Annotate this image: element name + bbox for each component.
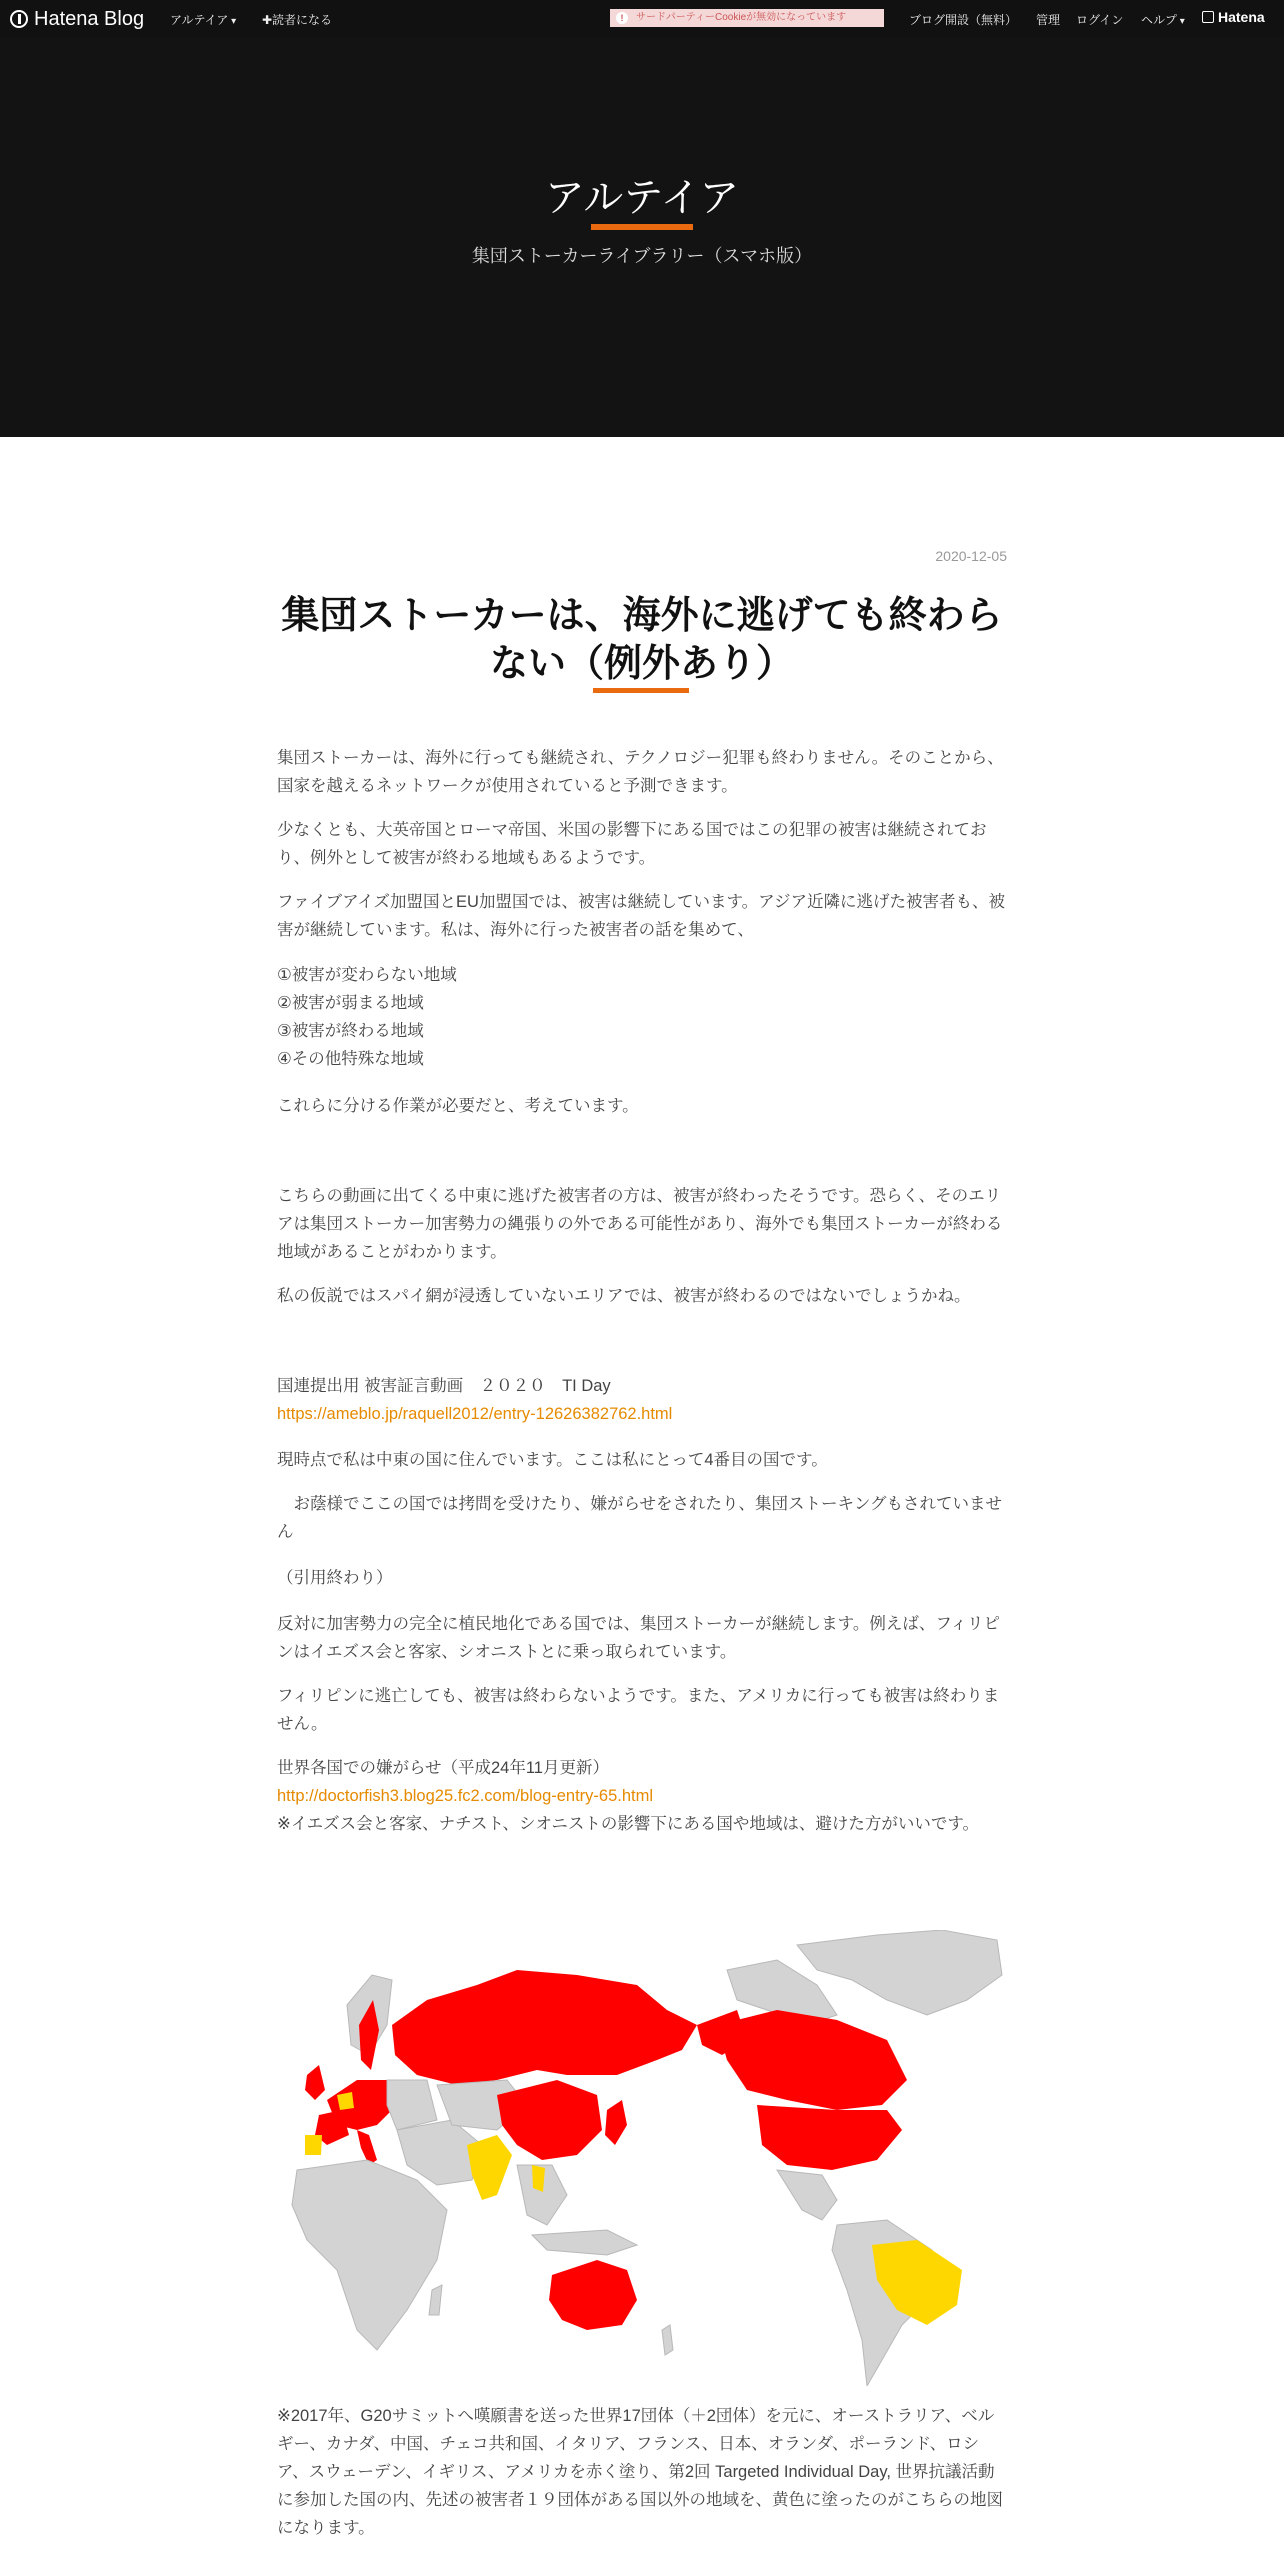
list-item: ②被害が弱まる地域 xyxy=(277,994,424,1012)
manage-link[interactable]: 管理 xyxy=(1036,13,1061,27)
hatena-menu[interactable] xyxy=(1202,9,1265,25)
subscribe-button[interactable]: ✚読者になる xyxy=(262,13,333,27)
uk-shape xyxy=(305,2065,325,2100)
login-link[interactable]: ログイン xyxy=(1076,13,1124,27)
india-shape xyxy=(467,2135,512,2200)
entry-date[interactable]: 2020-12-05 xyxy=(935,548,1007,564)
benelux-yellow-shape xyxy=(337,2092,354,2110)
spain-yellow-shape xyxy=(305,2135,322,2155)
paragraph-4: これらに分ける作業が必要だと、考えています。 xyxy=(277,1097,639,1115)
info-icon: ! xyxy=(616,12,628,24)
blog-create-link[interactable]: ブログ開設（無料） xyxy=(909,13,1018,27)
quote-paragraph-2: お蔭様でここの国では拷問を受けたり、嫌がらせをされたり、集団ストーキングもされていません xyxy=(277,1495,1003,1541)
entry-title-underline xyxy=(593,688,689,693)
paragraph-1: 集団ストーカーは、海外に行っても継続され、テクノロジー犯罪も終わりません。そのことから、国家を越えるネットワークが使用されていると予測できます。 xyxy=(277,749,1004,795)
list-item: ③被害が終わる地域 xyxy=(277,1022,424,1040)
russia-shape xyxy=(392,1970,697,2085)
mexico-shape xyxy=(777,2170,837,2220)
paragraph-14: ※イエズス会と客家、ナチスト、シオニストの影響下にある国や地域は、避けた方がいいです。 xyxy=(277,1815,980,1833)
paragraph-11: 反対に加害勢力の完全に植民地化である国では、集団ストーカーが継続します。例えば、フィリピンはイエズス会と客家、シオニストとに乗っ取られています。 xyxy=(277,1615,1001,1661)
hatena-logo-icon xyxy=(10,10,28,28)
ameblo-link[interactable]: https://ameblo.jp/raquell2012/entry-12626382762.html xyxy=(277,1405,673,1423)
blog-menu-dropdown[interactable]: アルテイア ▾ xyxy=(170,11,236,28)
entry-title[interactable]: 集団ストーカーは、海外に逃げても終わらない（例外あり） xyxy=(281,595,1003,685)
usa-shape xyxy=(757,2105,902,2170)
world-map-image xyxy=(277,1930,1007,2386)
australia-shape xyxy=(549,2260,637,2330)
blog-header xyxy=(0,38,1284,437)
video-caption: 国連提出用 被害証言動画 ２０２０ TI Day xyxy=(277,1377,611,1395)
hatena-blog-logo[interactable] xyxy=(10,6,144,32)
new-zealand-shape xyxy=(662,2325,673,2355)
eastern-europe-grey xyxy=(387,2080,437,2130)
quote-paragraph-1: 現時点で私は中東の国に住んでいます。ここは私にとって4番目の国です。 xyxy=(277,1451,828,1469)
list-item: ①被害が変わらない地域 xyxy=(277,966,457,984)
paragraph-6: 私の仮説ではスパイ網が浸透していないエリアでは、被害が終わるのではないでしょうかね。 xyxy=(277,1287,971,1305)
madagascar-shape xyxy=(429,2285,442,2315)
world-map-svg xyxy=(277,1930,1007,2386)
cookie-notice-text: サードパーティーCookieが無効になっています xyxy=(636,12,847,23)
paragraph-3: ファイブアイズ加盟国とEU加盟国では、被害は継続しています。アジア近隣に逃げた被害者も、被害が継続しています。私は、海外に行った被害者の話を集めて、 xyxy=(277,893,1005,939)
help-dropdown[interactable]: ヘルプ ▾ xyxy=(1141,11,1185,28)
indonesia-shape xyxy=(532,2230,637,2255)
china-shape xyxy=(497,2080,602,2160)
thailand-yellow-shape xyxy=(532,2165,545,2192)
hatena-blog-brand: Hatena Blog xyxy=(34,7,145,30)
paragraph-2: 少なくとも、大英帝国とローマ帝国、米国の影響下にある国ではこの犯罪の被害は継続されており、例外として被害が終わる地域もあるようです。 xyxy=(277,821,987,867)
list-item: ④その他特殊な地域 xyxy=(277,1050,424,1068)
paragraph-5: こちらの動画に出てくる中東に逃げた被害者の方は、被害が終わったそうです。恐らく、そのエリアは集団ストーカー加害勢力の縄張りの外である可能性があり、海外でも集団ストーカーが終わる地域があることがわかります。 xyxy=(277,1187,1003,1261)
cookie-notice[interactable] xyxy=(610,9,884,27)
hatena-apps-icon xyxy=(1202,11,1214,23)
paragraph-12: フィリピンに逃亡しても、被害は終わらないようです。また、アメリカに行っても被害は終わりません。 xyxy=(277,1687,1000,1733)
canada-shape xyxy=(717,2010,907,2110)
paragraph-13: 世界各国での嫌がらせ（平成24年11月更新） xyxy=(277,1759,609,1777)
quote-end: （引用終わり） xyxy=(277,1569,393,1587)
africa-shape xyxy=(292,2160,447,2350)
blog-description: 集団ストーカーライブラリー（スマホ版） xyxy=(471,246,813,266)
global-header xyxy=(0,0,1284,38)
japan-shape xyxy=(605,2100,627,2145)
map-caption: ※2017年、G20サミットへ嘆願書を送った世界17団体（＋2団体）を元に、オーストラリア、ベルギー、カナダ、中国、チェコ共和国、イタリア、フランス、日本、オランダ、ポーランド、ロシア、スウェーデン、イギリス、アメリカを赤く塗り、第2回 Targeted Individual Day, 世界抗議活動に参加した国の内、先述の被害者１９団体がある国以外の地域を、黄色に塗ったのがこちらの地図になります。 xyxy=(277,2407,1003,2537)
blog-title[interactable]: アルテイア xyxy=(544,176,740,220)
title-underline xyxy=(591,224,693,230)
hatena-label: Hatena xyxy=(1218,9,1265,25)
fc2-link[interactable]: http://doctorfish3.blog25.fc2.com/blog-entry-65.html xyxy=(277,1787,654,1805)
